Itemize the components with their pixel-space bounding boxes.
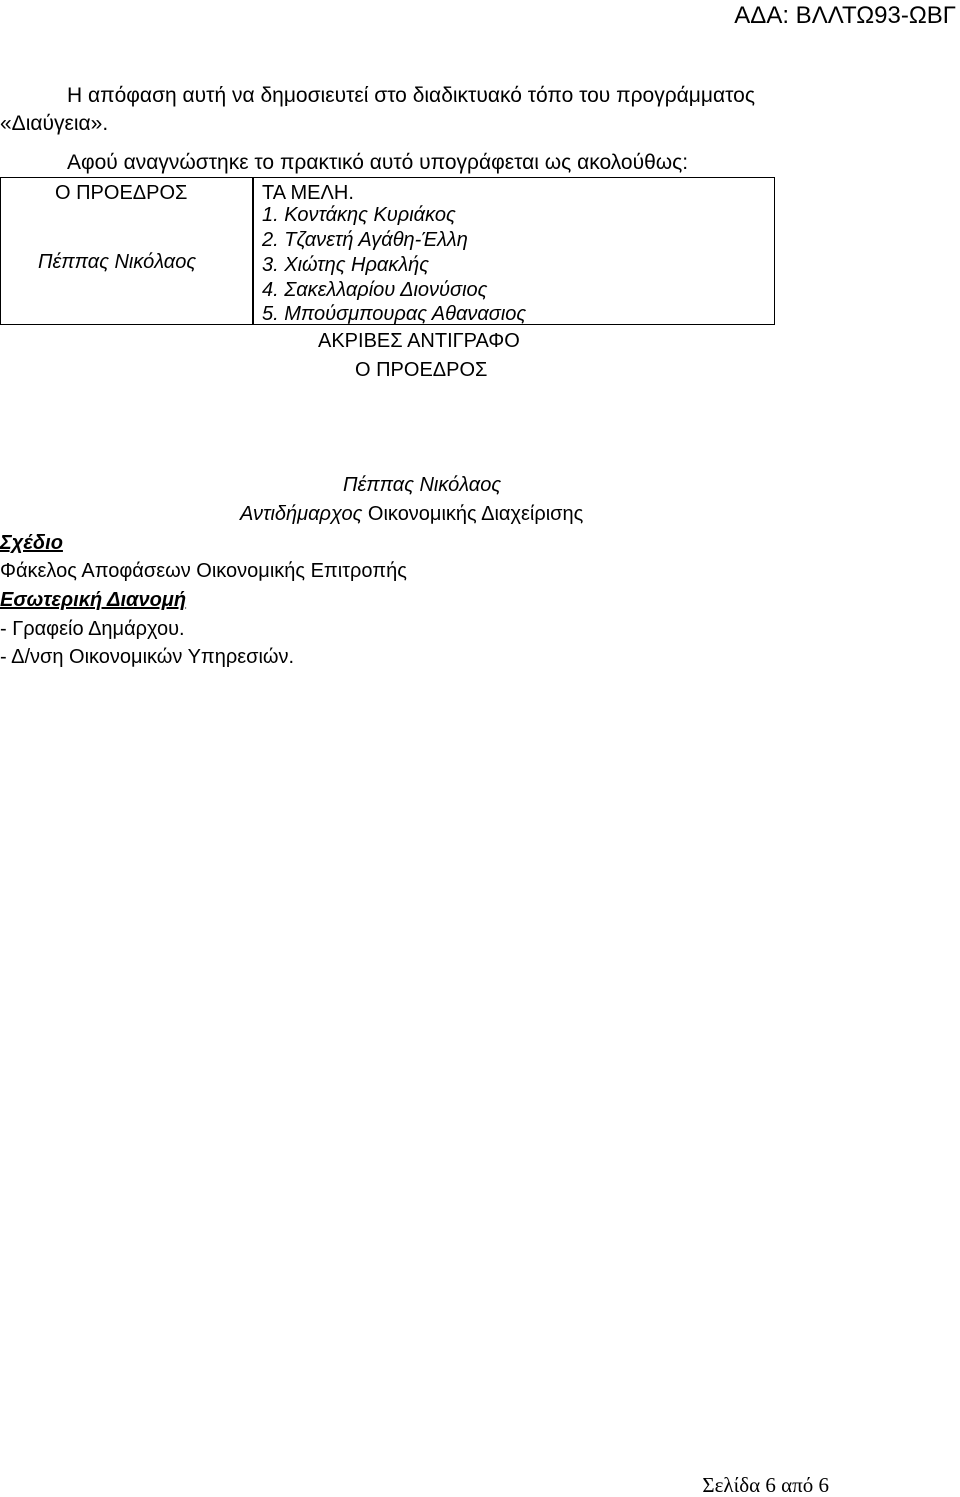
- folder-line: Φάκελος Αποφάσεων Οικονομικής Επιτροπής: [0, 560, 407, 582]
- member-4: 4. Σακελλαρίου Διονύσιος: [262, 279, 488, 301]
- publication-line-1: Η απόφαση αυτή να δημοσιευτεί στο διαδικτυακό τόπο του προγράμματος: [67, 84, 755, 107]
- signer-role-italic: Αντιδήμαρχος: [240, 503, 363, 525]
- ada-code: ΑΔΑ: ΒΛΛΤΩ93-ΩΒΓ: [734, 2, 956, 29]
- president-title: Ο ΠΡΟΕΔΡΟΣ: [55, 182, 188, 204]
- true-copy-label: ΑΚΡΙΒΕΣ ΑΝΤΙΓΡΑΦΟ: [318, 330, 520, 352]
- signing-intro: Αφού αναγνώστηκε το πρακτικό αυτό υπογράφεται ως ακολούθως:: [67, 151, 689, 174]
- draft-heading: Σχέδιο: [0, 532, 63, 554]
- publication-line-2: «Διαύγεια».: [0, 112, 109, 135]
- signer-role-rest: Οικονομικής Διαχείρισης: [362, 503, 584, 525]
- certification-signer-name: Πέππας Νικόλαος: [343, 474, 502, 496]
- member-5: 5. Μπούσμπουρας Αθανασιος: [262, 303, 527, 325]
- internal-distribution-heading: Εσωτερική Διανομή: [0, 589, 187, 611]
- member-3: 3. Χιώτης Ηρακλής: [262, 254, 430, 276]
- members-title: ΤΑ ΜΕΛΗ.: [262, 182, 354, 204]
- recipient-2: - Δ/νση Οικονομικών Υπηρεσιών.: [0, 646, 295, 668]
- signature-table-divider: [252, 177, 254, 325]
- recipient-1: - Γραφείο Δημάρχου.: [0, 618, 185, 640]
- member-2: 2. Τζανετή Αγάθη-Έλλη: [262, 229, 468, 251]
- member-1: 1. Κοντάκης Κυριάκος: [262, 204, 456, 226]
- president-name: Πέππας Νικόλαος: [38, 251, 197, 273]
- certification-president-title: Ο ΠΡΟΕΔΡΟΣ: [355, 359, 488, 381]
- page-number: Σελίδα 6 από 6: [702, 1473, 829, 1497]
- certification-signer-role: [240, 502, 583, 526]
